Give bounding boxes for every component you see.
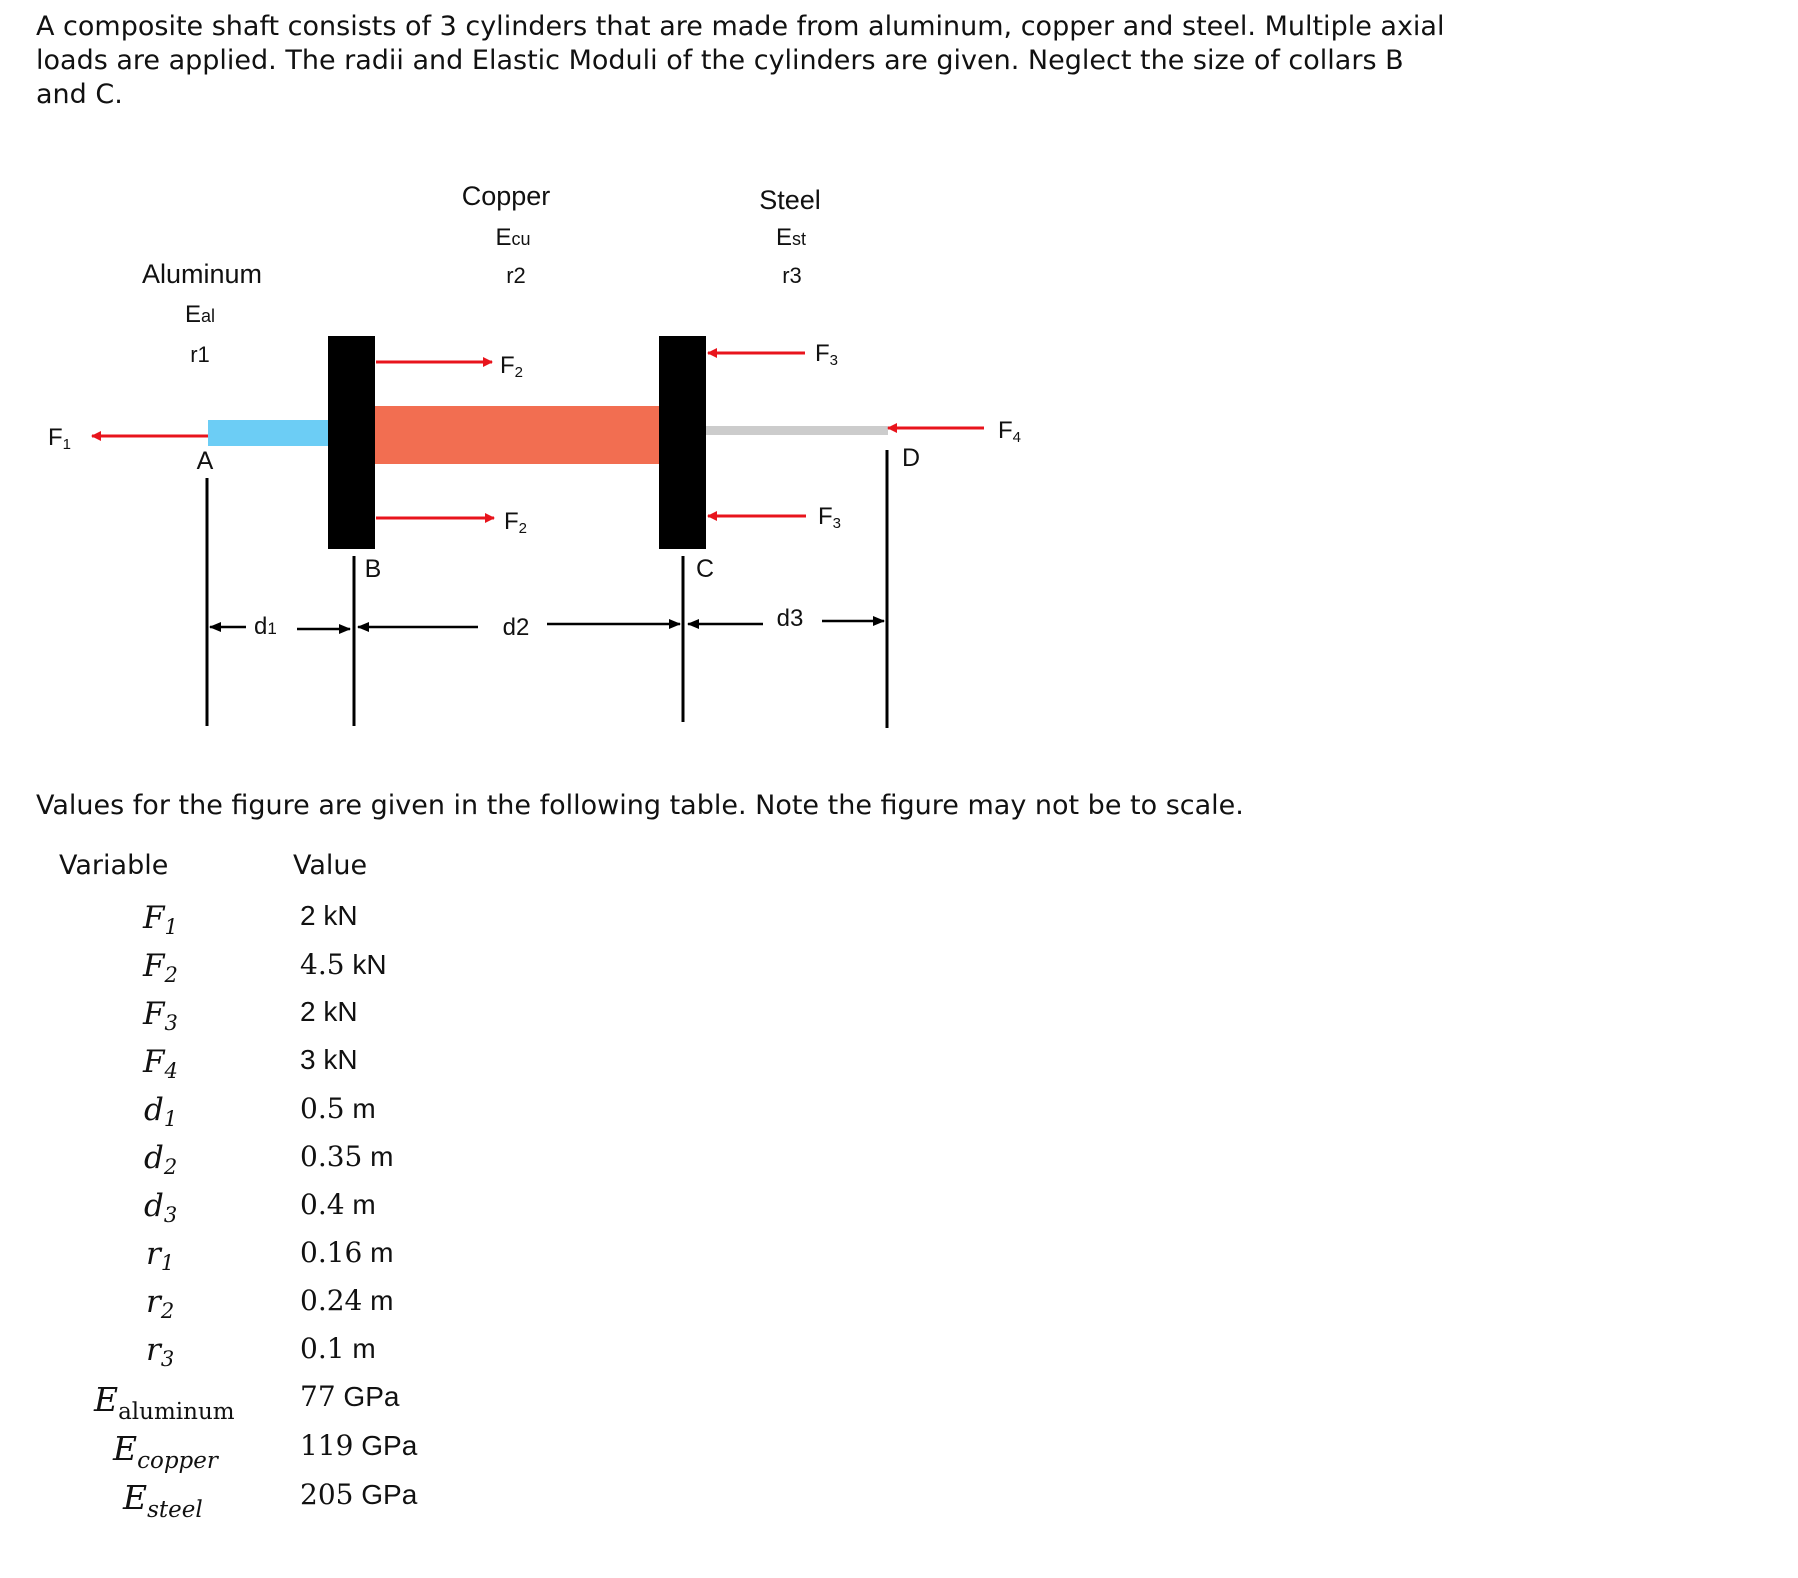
table-note: Values for the figure are given in the following table. Note the figure may not be to scale. (36, 790, 1244, 821)
table-row (0, 1092, 600, 1138)
table-row (0, 1140, 600, 1186)
value-cell: 0.35 m (300, 1140, 394, 1173)
force-f3-bottom-label: F3 (818, 503, 842, 532)
point-a-label: A (196, 447, 214, 475)
steel-cylinder (706, 426, 888, 435)
value-cell: 77 GPa (300, 1380, 400, 1413)
variable-cell: $E_{aluminum}$ (94, 1380, 235, 1425)
variable-cell: $F_1$ (143, 900, 178, 939)
value-cell: 0.24 m (300, 1284, 394, 1317)
force-f2-bottom-label: F2 (504, 508, 528, 537)
variable-cell: $r_3$ (146, 1332, 175, 1371)
variable-cell: $d_3$ (144, 1188, 178, 1227)
collar-c (659, 336, 706, 549)
copper-radius-label: r2 (506, 263, 526, 288)
aluminum-modulus-label: Eal (184, 301, 216, 328)
table-row (0, 1429, 600, 1475)
table-row (0, 1236, 600, 1282)
table-row (0, 1188, 600, 1234)
variable-cell: $F_4$ (143, 1044, 178, 1083)
copper-label: Copper (461, 181, 551, 211)
variable-cell: $E_{steel}$ (123, 1478, 203, 1523)
table-row (0, 900, 600, 946)
table-row (0, 1478, 600, 1524)
variable-cell: $E_{copper}$ (113, 1429, 218, 1474)
value-cell: 0.1 m (300, 1332, 376, 1365)
header-value: Value (293, 850, 368, 881)
value-cell: 119 GPa (300, 1429, 418, 1462)
aluminum-radius-label: r1 (190, 342, 210, 367)
variable-cell: $d_1$ (144, 1092, 178, 1131)
force-f3-top-label: F3 (815, 340, 839, 369)
value-cell: 0.4 m (300, 1188, 376, 1221)
value-cell: 0.16 m (300, 1236, 394, 1269)
value-cell: 0.5 m (300, 1092, 376, 1125)
variable-cell: $F_2$ (143, 948, 178, 987)
variable-cell: $r_2$ (146, 1284, 175, 1323)
copper-modulus-label: Ecu (495, 224, 531, 251)
dim-d2-label: d2 (502, 614, 530, 641)
table-row (0, 948, 600, 994)
steel-modulus-label: Est (775, 224, 807, 251)
aluminum-label: Aluminum (141, 259, 263, 289)
point-d-label: D (901, 444, 921, 472)
header-variable: Variable (59, 850, 169, 881)
steel-radius-label: r3 (782, 263, 802, 288)
table-row (0, 1332, 600, 1378)
dim-d3-label: d3 (776, 605, 804, 632)
steel-label: Steel (759, 185, 821, 215)
copper-cylinder (374, 406, 660, 464)
value-cell: 205 GPa (300, 1478, 418, 1511)
table-row (0, 1044, 600, 1090)
table-row (0, 1284, 600, 1330)
force-f4-label: F4 (998, 417, 1022, 446)
composite-shaft-figure (0, 0, 1798, 780)
variable-cell: $d_2$ (144, 1140, 178, 1179)
table-row (0, 996, 600, 1042)
value-cell: 4.5 kN (300, 948, 387, 981)
point-b-label: B (364, 555, 382, 583)
point-c-label: C (695, 555, 715, 583)
force-f1-label: F1 (48, 424, 72, 453)
dim-d1-label: d1 (254, 613, 277, 640)
collar-b (328, 336, 375, 549)
value-cell: 3 kN (300, 1044, 358, 1075)
force-f2-top-label: F2 (500, 352, 524, 381)
value-cell: 2 kN (300, 996, 358, 1027)
table-row (0, 1380, 600, 1426)
variable-cell: $F_3$ (143, 996, 178, 1035)
variable-cell: $r_1$ (146, 1236, 175, 1275)
value-cell: 2 kN (300, 900, 358, 931)
aluminum-cylinder (208, 420, 328, 446)
problem-statement: A composite shaft consists of 3 cylinders that are made from aluminum, copper and steel. Multiple axial loads are applied. The radii and Elastic Moduli of the cylinders are given. Neglect the size of collars B and C. (36, 11, 1445, 110)
